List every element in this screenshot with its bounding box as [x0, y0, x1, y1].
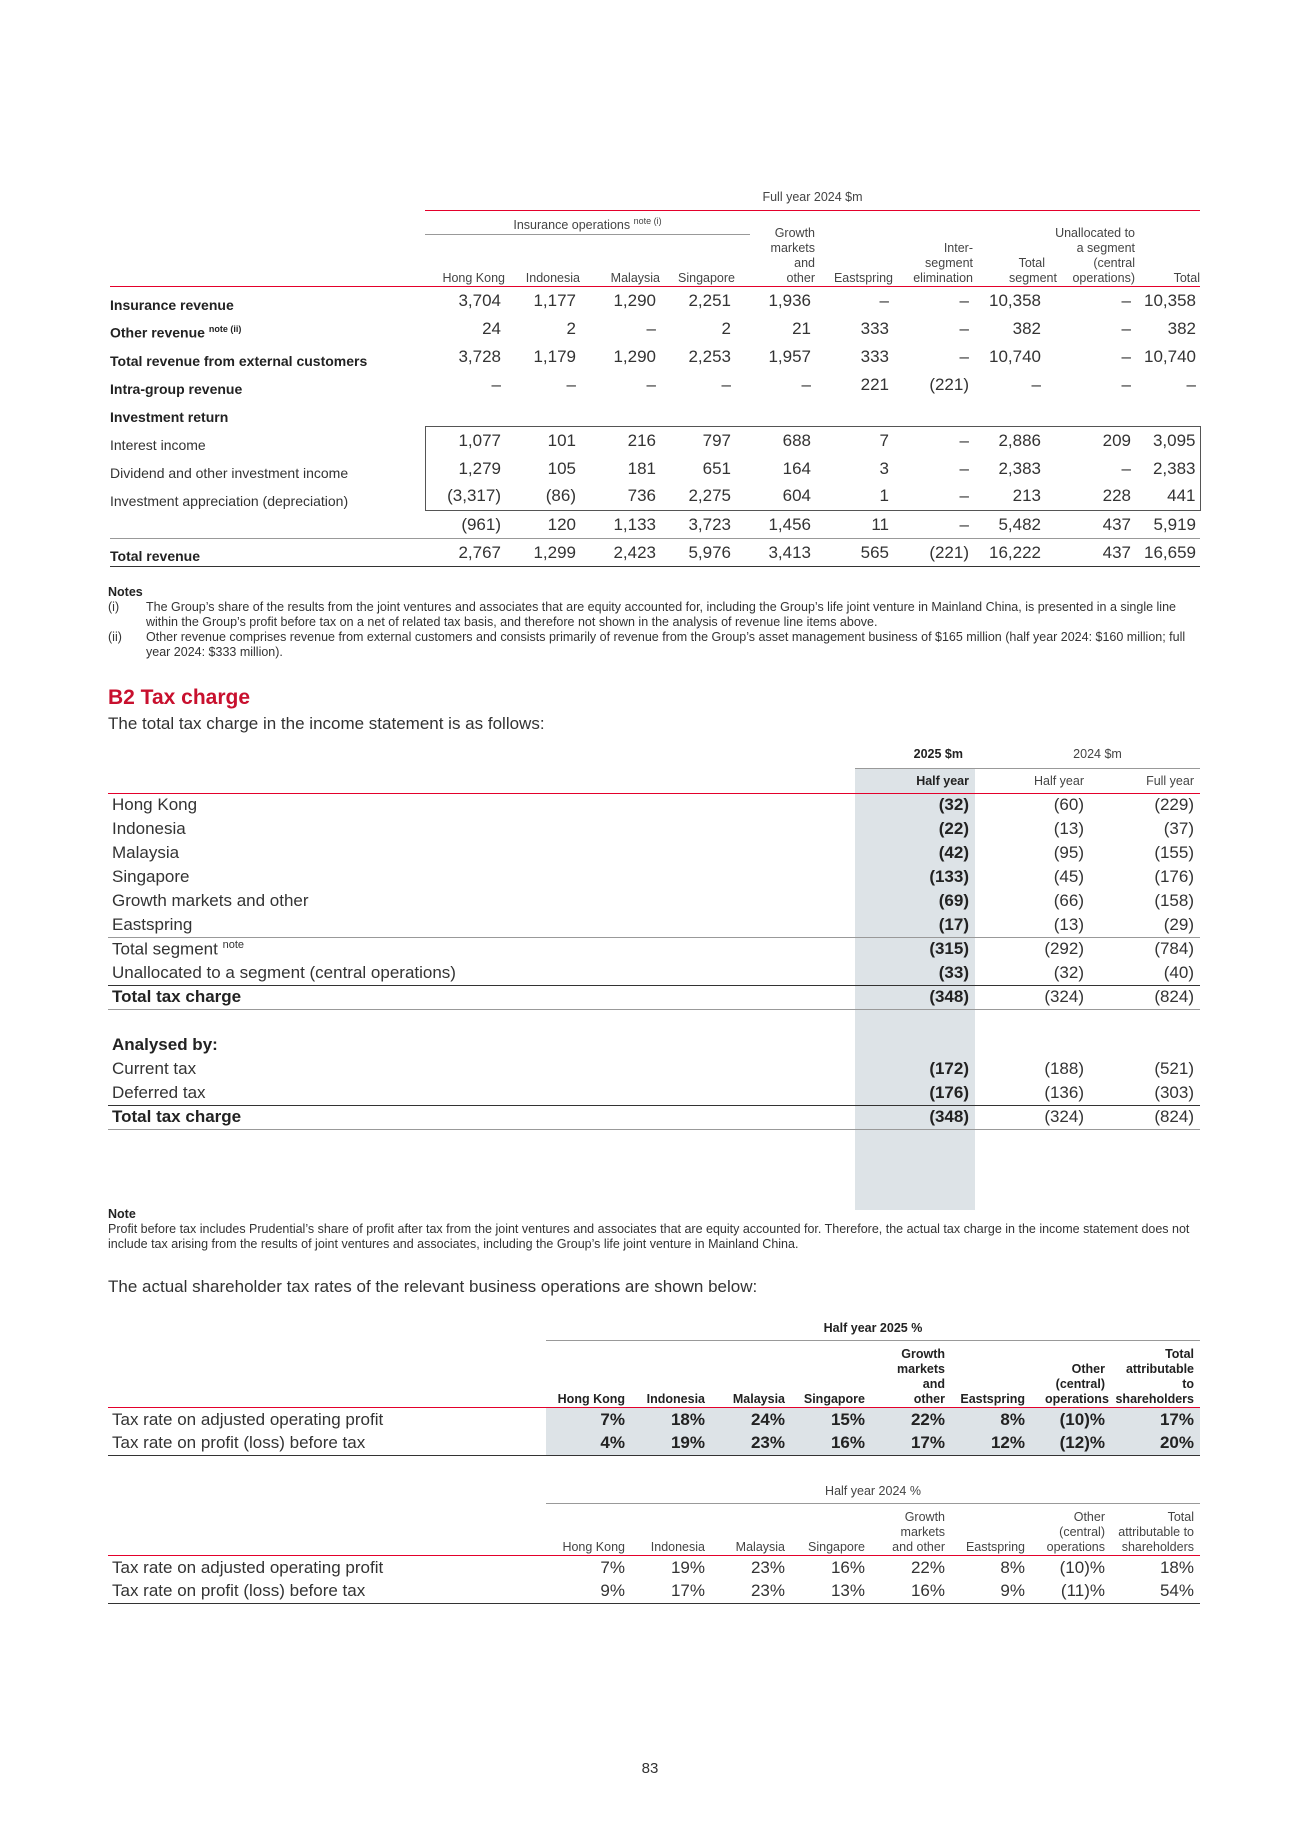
cell-value: (348) — [929, 1107, 969, 1126]
col-header: Unallocated to a segment (central operations) — [1055, 226, 1135, 285]
col-header: Malaysia — [735, 1540, 785, 1554]
cell-value — [1135, 399, 1200, 427]
cell-value: (324) — [1044, 987, 1084, 1006]
cell-value: 22% — [910, 1557, 945, 1577]
cell-value: (303) — [1154, 1082, 1194, 1102]
cell-value: (3,317) — [425, 483, 505, 511]
cell-value: 16% — [910, 1581, 945, 1601]
tax-rates-2024-table — [108, 1510, 1200, 1604]
cell-value: 1,957 — [768, 346, 811, 366]
cell-value: 333 — [860, 318, 889, 338]
row-label: Total revenue from external customers — [110, 352, 368, 369]
cell-value: 7% — [546, 1408, 631, 1432]
cell-value: 1,133 — [613, 514, 656, 534]
table-row — [108, 889, 1200, 913]
year-2024-header: 2024 $m — [975, 740, 1200, 768]
col-header: Total attributable to shareholders — [1118, 1510, 1194, 1554]
cell-value: 1,077 — [425, 427, 505, 455]
col-header: Total segment — [1009, 256, 1057, 285]
row-label: Investment return — [110, 408, 229, 425]
cell-value: 8% — [1000, 1557, 1025, 1577]
b2-intro: The total tax charge in the income statement is as follows: — [108, 714, 545, 733]
col-header: Singapore — [678, 271, 735, 285]
cell-value: 441 — [1135, 483, 1200, 511]
page-number: 83 — [641, 1760, 659, 1777]
table-row — [110, 455, 1200, 483]
note-item: (ii) Other revenue comprises revenue from external customers and consists primarily of revenue from the Group’s asset management business of $165 million (half year 2024: $160 million; full year 2024: $333 million). — [108, 630, 1186, 659]
cell-value: (29) — [1163, 914, 1194, 934]
cell-value: (32) — [938, 795, 969, 815]
table-row — [108, 865, 1200, 889]
row-label: Unallocated to a segment (central operations) — [112, 962, 456, 982]
cell-value: 7% — [600, 1557, 625, 1577]
table-row — [108, 1580, 1200, 1604]
cell-value: 437 — [1102, 514, 1131, 534]
cell-value: – — [491, 374, 501, 394]
cell-value: (11)% — [1060, 1581, 1105, 1601]
col-header: Inter-segment elimination — [913, 241, 973, 285]
rates-2024-caption: Half year 2024 % — [825, 1484, 921, 1498]
cell-value: 164 — [782, 458, 811, 478]
cell-value: 437 — [1045, 539, 1135, 567]
row-label: Singapore — [112, 867, 190, 886]
cell-value: 16,222 — [973, 539, 1045, 567]
col-header: Growth markets and other — [892, 1510, 945, 1554]
cell-value: (292) — [1044, 939, 1084, 959]
cell-value: 1,290 — [613, 290, 656, 310]
cell-value: – — [566, 374, 576, 394]
cell-value: 2,767 — [425, 539, 505, 567]
cell-value: – — [879, 290, 889, 310]
row-label: Tax rate on adjusted operating profit — [112, 1409, 384, 1429]
cell-value: 1,279 — [425, 455, 505, 483]
cell-value: 382 — [1012, 318, 1041, 338]
cell-value: – — [959, 290, 969, 310]
col-header: Indonesia — [650, 1540, 705, 1554]
cell-value: 17% — [1111, 1408, 1200, 1432]
row-label: Hong Kong — [112, 795, 198, 815]
cell-value: 604 — [735, 483, 815, 511]
cell-value: (961) — [461, 514, 501, 534]
cell-value: 688 — [735, 427, 815, 455]
cell-value: – — [721, 374, 731, 394]
table-row — [110, 483, 1200, 511]
cell-value: 13% — [830, 1581, 865, 1601]
cell-value: (824) — [1154, 987, 1194, 1006]
cell-value: 333 — [860, 346, 889, 366]
cell-value: – — [1121, 374, 1131, 394]
cell-value: (324) — [1044, 1107, 1084, 1126]
cell-value: 19% — [670, 1557, 705, 1577]
cell-value: 23% — [750, 1557, 785, 1577]
table-row — [108, 841, 1200, 865]
cell-value: 120 — [547, 514, 576, 534]
cell-value: (133) — [929, 867, 969, 886]
cell-value — [660, 399, 735, 427]
cell-value: 2,253 — [688, 346, 731, 366]
col-header: Total attributable to shareholders — [1115, 1347, 1194, 1406]
cell-value: (69) — [938, 891, 969, 910]
cell-value: (784) — [1154, 939, 1194, 959]
col-header: Malaysia — [732, 1392, 785, 1406]
row-label: Investment appreciation (depreciation) — [110, 492, 349, 509]
col-header: Singapore — [803, 1392, 865, 1406]
col-header: Growth markets and other — [897, 1347, 945, 1406]
tax-charge-table — [108, 740, 1200, 1130]
cell-value: (188) — [1044, 1059, 1084, 1078]
row-label: Intra-group revenue — [110, 380, 243, 397]
cell-value: (315) — [929, 939, 969, 959]
note-section — [108, 1207, 1200, 1252]
cell-value: 565 — [815, 539, 893, 567]
rates-2025-caption: Half year 2025 % — [823, 1321, 923, 1335]
table-row — [108, 1432, 1200, 1456]
cell-value: 5,976 — [660, 539, 735, 567]
cell-value: 5,919 — [1153, 514, 1196, 534]
cell-value: 20% — [1111, 1432, 1200, 1456]
cell-value: 1,290 — [613, 346, 656, 366]
cell-value: (221) — [893, 539, 973, 567]
cell-value: (33) — [938, 962, 969, 982]
cell-value: 2,886 — [973, 427, 1045, 455]
cell-value: (172) — [929, 1059, 969, 1078]
cell-value: 1,177 — [533, 290, 576, 310]
col-header: Total — [1173, 271, 1200, 285]
row-label: Malaysia — [112, 843, 180, 862]
cell-value: 17% — [670, 1581, 705, 1601]
b2-title: B2 Tax charge — [108, 686, 251, 709]
cell-value: 3 — [879, 458, 889, 478]
cell-value: 23% — [750, 1581, 785, 1601]
row-label: Deferred tax — [112, 1082, 206, 1102]
cell-value: (12)% — [1031, 1432, 1111, 1456]
cell-value: 2,423 — [580, 539, 660, 567]
cell-value: (521) — [1154, 1059, 1194, 1078]
cell-value: 2 — [566, 318, 576, 338]
col-header: Other (central) operations — [1045, 1362, 1109, 1406]
cell-value: 101 — [505, 427, 580, 455]
cell-value: 209 — [1045, 427, 1135, 455]
cell-value: (66) — [1053, 891, 1084, 910]
cell-value: 15% — [791, 1408, 871, 1432]
cell-value: – — [1186, 374, 1196, 394]
cell-value: (17) — [938, 914, 969, 934]
cell-value: 213 — [973, 483, 1045, 511]
cell-value: 9% — [1000, 1581, 1025, 1601]
cell-value — [815, 399, 893, 427]
table-row — [108, 1105, 1200, 1129]
cell-value: (37) — [1163, 819, 1194, 838]
analysed-by-label: Analysed by: — [112, 1035, 218, 1054]
cell-value — [425, 399, 505, 427]
cell-value: (40) — [1163, 962, 1194, 982]
cell-value: – — [893, 483, 973, 511]
cell-value: (95) — [1053, 843, 1084, 862]
row-label: Total segment $^{note}$ — [112, 938, 244, 959]
cell-value: 221 — [860, 374, 889, 394]
row-label: Interest income — [110, 436, 206, 453]
cell-value — [735, 399, 815, 427]
cell-value: 3,704 — [458, 290, 501, 310]
cell-value: – — [646, 318, 656, 338]
row-label: Indonesia — [112, 819, 186, 838]
cell-value — [893, 399, 973, 427]
table-row — [110, 287, 1200, 315]
cell-value: 2,275 — [660, 483, 735, 511]
table-row — [108, 1408, 1200, 1432]
row-label: Total tax charge — [112, 987, 242, 1006]
table-row — [108, 937, 1200, 961]
cell-value: – — [646, 374, 656, 394]
cell-value: 1 — [815, 483, 893, 511]
cell-value: 2,383 — [1135, 455, 1200, 483]
table-row — [108, 1556, 1200, 1580]
cell-value: 4% — [546, 1432, 631, 1456]
col-half-year-2024: Half year — [1033, 773, 1084, 788]
cell-value: 11 — [871, 514, 889, 534]
cell-value: 1,936 — [768, 290, 811, 310]
col-header: Eastspring — [965, 1540, 1025, 1554]
cell-value: 10,740 — [1144, 346, 1196, 366]
row-label: Dividend and other investment income — [110, 464, 349, 481]
table-row — [108, 985, 1200, 1009]
table-row — [108, 1057, 1200, 1081]
table-row — [110, 427, 1200, 455]
cell-value: (22) — [938, 819, 969, 838]
cell-value: – — [801, 374, 811, 394]
cell-value: – — [959, 346, 969, 366]
cell-value: (45) — [1053, 867, 1084, 886]
cell-value: – — [959, 318, 969, 338]
col-full-year-2024: Full year — [1146, 773, 1194, 788]
table-row — [110, 371, 1200, 399]
cell-value: 1,456 — [768, 514, 811, 534]
col-header: Indonesia — [646, 1392, 705, 1406]
cell-value: 2 — [721, 318, 731, 338]
cell-value: 1,299 — [505, 539, 580, 567]
row-label: Current tax — [112, 1059, 197, 1078]
table-row — [110, 315, 1200, 343]
revenue-caption: Full year 2024 $m — [762, 190, 863, 204]
notes-title: Notes — [108, 585, 143, 599]
row-label — [110, 511, 425, 539]
cell-value: (136) — [1044, 1082, 1084, 1102]
cell-value: 651 — [702, 458, 731, 478]
cell-value: 216 — [580, 427, 660, 455]
cell-value: 3,723 — [688, 514, 731, 534]
cell-value: (10)% — [1031, 1408, 1111, 1432]
table-row — [108, 961, 1200, 985]
cell-value: 21 — [792, 318, 811, 338]
cell-value: (86) — [505, 483, 580, 511]
row-label: Eastspring — [112, 914, 193, 934]
cell-value: (155) — [1154, 843, 1194, 862]
cell-value: 3,095 — [1135, 427, 1200, 455]
cell-value: 736 — [580, 483, 660, 511]
cell-value: 23% — [711, 1432, 791, 1456]
cell-value: 2,383 — [998, 458, 1041, 478]
cell-value: 5,482 — [998, 514, 1041, 534]
col-header: Growth markets and other — [770, 226, 815, 285]
cell-value — [580, 399, 660, 427]
note-text: Profit before tax includes Prudential’s share of profit after tax from the joint ventures and associates that are equity accounted for. Therefore, the actual tax charge in the income statement does not include tax arising from the results of joint ventures and associates, including the Group’s life joint venture in Mainland China. — [108, 1222, 1190, 1251]
cell-value: 18% — [1159, 1557, 1194, 1577]
note-title: Note — [108, 1207, 136, 1221]
cell-value: – — [1121, 318, 1131, 338]
cell-value: 22% — [871, 1408, 951, 1432]
cell-value: 228 — [1045, 483, 1135, 511]
cell-value: 19% — [631, 1432, 711, 1456]
rates-intro: The actual shareholder tax rates of the relevant business operations are shown below: — [108, 1277, 758, 1296]
cell-value: (60) — [1053, 795, 1084, 815]
col-header: Hong Kong — [557, 1392, 625, 1406]
cell-value: (158) — [1154, 891, 1194, 910]
notes-section — [108, 585, 1198, 660]
cell-value: – — [1121, 346, 1131, 366]
table-row — [110, 511, 1200, 539]
col-header: Eastspring — [833, 271, 893, 285]
note-item: (i) The Group’s share of the results from the joint ventures and associates that are equity accounted for, including the Group’s life joint venture in Mainland China, is presented in a single line within the Group’s profit before tax on a net of related tax basis, and therefore not shown in the analysis of revenue line items above. — [108, 600, 1176, 629]
cell-value: – — [893, 427, 973, 455]
cell-value: (176) — [929, 1082, 969, 1102]
cell-value: – — [1121, 290, 1131, 310]
table-row — [108, 1081, 1200, 1105]
table-row — [110, 399, 1200, 427]
tax-charge-table-section — [108, 740, 1200, 1130]
col-header: Indonesia — [525, 271, 580, 285]
cell-value: – — [1031, 374, 1041, 394]
insurance-operations-header: Insurance operations $^{note (i)}$ — [513, 216, 662, 233]
col-header: Other (central) operations — [1046, 1510, 1105, 1554]
row-label: Tax rate on profit (loss) before tax — [112, 1433, 366, 1453]
cell-value: 3,413 — [735, 539, 815, 567]
cell-value: 2,251 — [688, 290, 731, 310]
cell-value: 24 — [482, 318, 501, 338]
row-label: Insurance revenue — [110, 296, 234, 313]
cell-value: 16% — [830, 1557, 865, 1577]
table-row — [110, 343, 1200, 371]
cell-value: – — [1121, 458, 1131, 478]
cell-value: 10,358 — [1144, 290, 1196, 310]
row-label: Growth markets and other — [112, 891, 309, 910]
cell-value: (176) — [1154, 867, 1194, 886]
cell-value: (13) — [1053, 819, 1084, 838]
table-row — [110, 539, 1200, 567]
cell-value: (348) — [929, 987, 969, 1006]
cell-value: 105 — [547, 458, 576, 478]
tax-rates-2025-table — [108, 1347, 1200, 1456]
year-2025-header: 2025 $m — [855, 740, 975, 768]
col-half-year-2025: Half year — [916, 773, 969, 788]
cell-value: 382 — [1167, 318, 1196, 338]
row-label: Other revenue $^{note (ii)}$ — [110, 323, 242, 341]
cell-value: 12% — [951, 1432, 1031, 1456]
cell-value: 1,179 — [533, 346, 576, 366]
cell-value: 9% — [600, 1581, 625, 1601]
row-label: Tax rate on profit (loss) before tax — [112, 1581, 366, 1601]
cell-value: 181 — [627, 458, 656, 478]
col-header: Hong Kong — [442, 271, 505, 285]
table-row — [108, 913, 1200, 937]
cell-value: – — [959, 514, 969, 534]
col-header: Malaysia — [610, 271, 660, 285]
cell-value: 17% — [871, 1432, 951, 1456]
cell-value: 3,728 — [458, 346, 501, 366]
cell-value: 18% — [631, 1408, 711, 1432]
cell-value: 54% — [1159, 1581, 1194, 1601]
col-header: Singapore — [808, 1540, 865, 1554]
cell-value — [505, 399, 580, 427]
cell-value: 16% — [791, 1432, 871, 1456]
cell-value: 10,358 — [989, 290, 1041, 310]
row-label: Tax rate on adjusted operating profit — [112, 1557, 384, 1577]
table-row — [108, 817, 1200, 841]
cell-value: (13) — [1053, 914, 1084, 934]
cell-value: (229) — [1154, 795, 1194, 815]
col-header: Hong Kong — [562, 1540, 625, 1554]
cell-value: (10)% — [1059, 1557, 1105, 1577]
cell-value: 797 — [660, 427, 735, 455]
cell-value: (824) — [1154, 1107, 1194, 1126]
cell-value: 8% — [951, 1408, 1031, 1432]
cell-value: 10,740 — [989, 346, 1041, 366]
cell-value: (32) — [1053, 962, 1084, 982]
row-label: Total revenue — [110, 539, 425, 567]
cell-value — [973, 399, 1045, 427]
cell-value: 7 — [815, 427, 893, 455]
cell-value: 16,659 — [1135, 539, 1200, 567]
cell-value: (42) — [938, 843, 969, 862]
cell-value: – — [959, 458, 969, 478]
cell-value — [1045, 399, 1135, 427]
cell-value: (221) — [929, 374, 969, 394]
table-row — [108, 793, 1200, 817]
revenue-table — [110, 226, 1201, 567]
col-header: Eastspring — [960, 1392, 1025, 1406]
cell-value: 24% — [711, 1408, 791, 1432]
row-label: Total tax charge — [112, 1107, 242, 1126]
